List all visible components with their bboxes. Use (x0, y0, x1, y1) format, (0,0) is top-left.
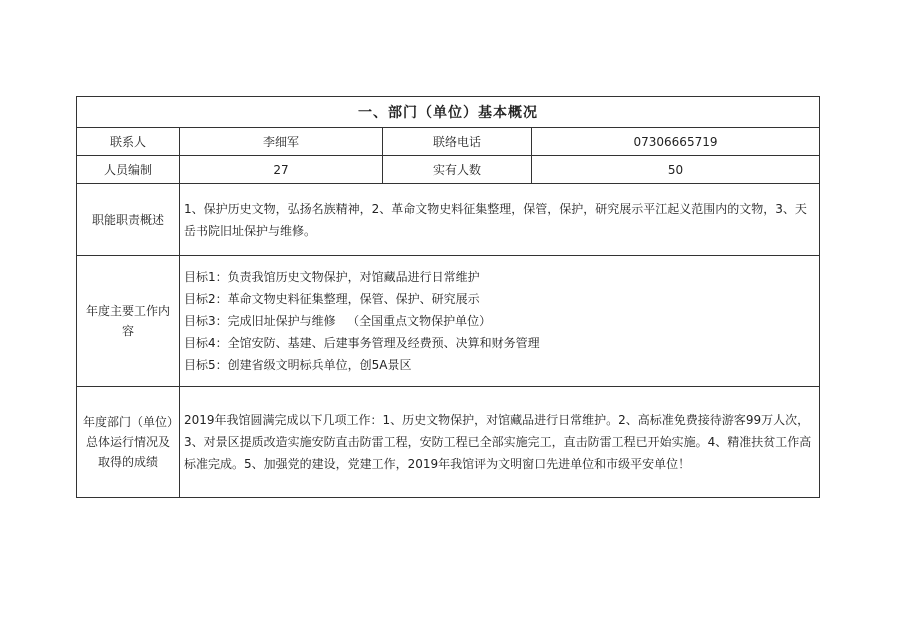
duties-row (77, 184, 820, 256)
contact-value: 李细军 (180, 128, 383, 156)
contact-row (77, 128, 820, 156)
duties-label: 职能职责概述 (77, 184, 180, 256)
actual-staff-value: 50 (532, 156, 820, 184)
goal-item: 目标2：革命文物史料征集整理，保管、保护、研究展示 (184, 292, 480, 306)
staff-quota-label: 人员编制 (77, 156, 180, 184)
goal-item: 目标5：创建省级文明标兵单位，创5A景区 (184, 358, 412, 372)
phone-label: 联络电话 (383, 128, 532, 156)
staff-quota-value: 27 (180, 156, 383, 184)
contact-label: 联系人 (77, 128, 180, 156)
result-label: 年度部门（单位）总体运行情况及取得的成绩 (77, 387, 180, 498)
duties-text: 1、保护历史文物，弘扬名族精神，2、革命文物史料征集整理，保管，保护，研究展示平江起义范围内的文物，3、天岳书院旧址保护与维修。 (180, 184, 820, 256)
title-row (77, 97, 820, 128)
goal-item: 目标1：负责我馆历史文物保护，对馆藏品进行日常维护 (184, 270, 480, 284)
work-row (77, 256, 820, 387)
phone-value: 07306665719 (532, 128, 820, 156)
staff-row (77, 156, 820, 184)
result-row (77, 387, 820, 498)
table-title: 一、部门（单位）基本概况 (77, 97, 820, 128)
goals-list (180, 256, 820, 387)
result-text: 2019年我馆圆满完成以下几项工作：1、历史文物保护，对馆藏品进行日常维护。2、高标准免费接待游客99万人次，3、对景区提质改造实施安防直击防雷工程，安防工程已全部实施完工，直击防雷工程已开始实施。4、精准扶贫工作高标准完成。5、加强党的建设，党建工作，2019年我馆评为文明窗口先进单位和市级平安单位！ (180, 387, 820, 498)
actual-staff-label: 实有人数 (383, 156, 532, 184)
goal-item: 目标4：全馆安防、基建、后建事务管理及经费预、决算和财务管理 (184, 336, 540, 350)
goal-item: 目标3：完成旧址保护与维修 （全国重点文物保护单位） (184, 314, 492, 328)
overview-table (76, 96, 820, 498)
work-label: 年度主要工作内容 (77, 256, 180, 387)
